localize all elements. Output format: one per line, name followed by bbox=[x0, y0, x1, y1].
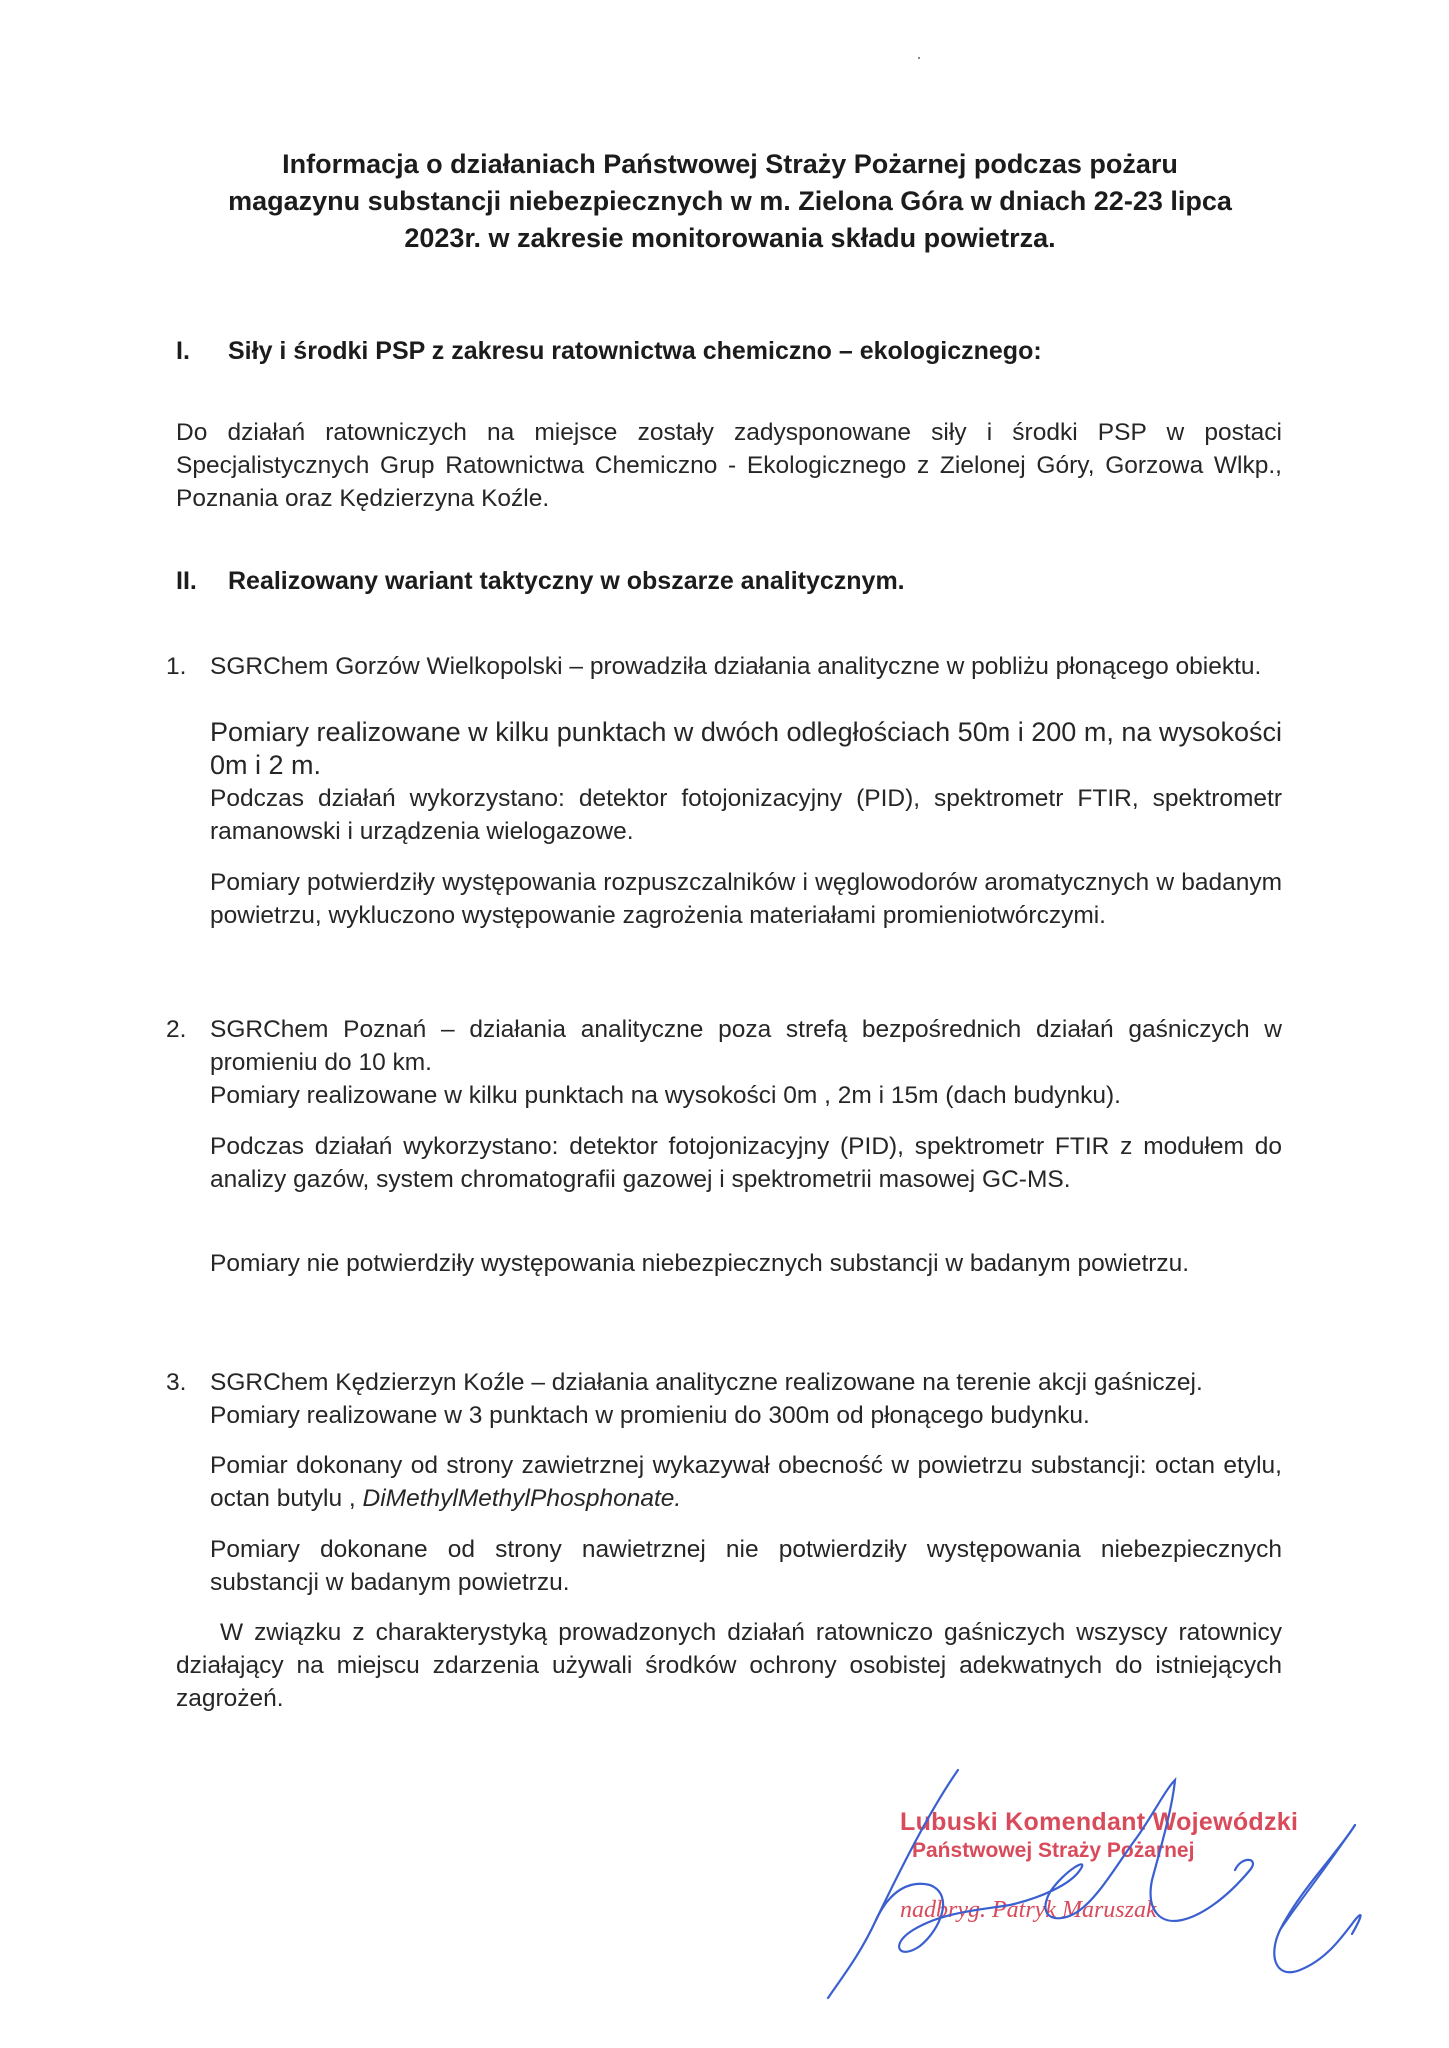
item-2-result: Pomiary nie potwierdziły występowania niebezpiecznych substancji w badanym powietrzu. bbox=[210, 1250, 1190, 1277]
item-1-number: 1. bbox=[166, 653, 187, 680]
section-1-number: I. bbox=[176, 337, 190, 365]
item-3-leeward-text: Pomiar dokonany od strony zawietrznej wykazywał obecność w powietrzu substancji: octan etylu, octan butylu , bbox=[210, 1452, 1282, 1512]
title-line-2: magazynu substancji niebezpiecznych w m. Zielona Góra w dniach 22-23 lipca bbox=[228, 186, 1232, 216]
section-2-title: Realizowany wariant taktyczny w obszarze analitycznym. bbox=[228, 567, 905, 595]
section-2-heading bbox=[176, 567, 905, 596]
item-1-measurements: Pomiary realizowane w kilku punktach w dwóch odległościach 50m i 200 m, na wysokości 0m i 2 m. bbox=[210, 717, 1282, 780]
section-1-paragraph: Do działań ratowniczych na miejsce zostały zadysponowane siły i środki PSP w postaci Specjalistycznych Grup Ratownictwa Chemiczno - Ekologicznego z Zielonej Góry, Gorzowa Wlkp., Poznania oraz Kędzierzyna Koźle. bbox=[176, 419, 1282, 512]
title-line-1: Informacja o działaniach Państwowej Straży Pożarnej podczas pożaru bbox=[282, 149, 1178, 179]
item-2-number: 2. bbox=[166, 1016, 187, 1043]
section-1-title: Siły i środki PSP z zakresu ratownictwa chemiczno – ekologicznego: bbox=[228, 337, 1042, 365]
item-3-number: 3. bbox=[166, 1369, 187, 1396]
item-3-windward: Pomiary dokonane od strony nawietrznej nie potwierdziły występowania niebezpiecznych substancji w badanym powietrzu. bbox=[210, 1536, 1282, 1596]
section-1-heading bbox=[176, 337, 1042, 366]
item-1-intro: SGRChem Gorzów Wielkopolski – prowadziła działania analityczne w pobliżu płonącego obiektu. bbox=[210, 653, 1262, 680]
stamp-line-3: nadbryg. Patryk Maruszak bbox=[900, 1897, 1157, 1923]
item-2-equipment: Podczas działań wykorzystano: detektor fotojonizacyjny (PID), spektrometr FTIR z modułem do analizy gazów, system chromatografii gazowej i spektrometrii masowej GC-MS. bbox=[210, 1133, 1282, 1193]
handwritten-signature bbox=[780, 1720, 1380, 2020]
item-1-result: Pomiary potwierdziły występowania rozpuszczalników i węglowodorów aromatycznych w badanym powietrzu, wykluczono występowanie zagrożenia materiałami promieniotwórczymi. bbox=[210, 869, 1282, 929]
closing-paragraph: W związku z charakterystyką prowadzonych działań ratowniczo gaśniczych wszyscy ratownicy działający na miejscu zdarzenia używali środków ochrony osobistej adekwatnych do istniejących zagrożeń. bbox=[176, 1619, 1282, 1712]
item-3-measurements: Pomiary realizowane w 3 punktach w promieniu do 300m od płonącego budynku. bbox=[210, 1402, 1090, 1429]
section-2-number: II. bbox=[176, 567, 197, 595]
item-3-leeward-italic: DiMethylMethylPhosphonate. bbox=[362, 1485, 682, 1512]
stamp-line-1: Lubuski Komendant Wojewódzki bbox=[900, 1808, 1299, 1836]
item-1-equipment: Podczas działań wykorzystano: detektor fotojonizacyjny (PID), spektrometr FTIR, spektrometr ramanowski i urządzenia wielogazowe. bbox=[210, 785, 1282, 845]
title-line-3: 2023r. w zakresie monitorowania składu powietrza. bbox=[404, 223, 1056, 253]
item-2-intro: SGRChem Poznań – działania analityczne poza strefą bezpośrednich działań gaśniczych w promieniu do 10 km. bbox=[210, 1016, 1282, 1076]
item-3-leeward bbox=[210, 1449, 1282, 1515]
stamp-line-2: Państwowej Straży Pożarnej bbox=[912, 1839, 1195, 1862]
item-3-intro: SGRChem Kędzierzyn Koźle – działania analityczne realizowane na terenie akcji gaśniczej. bbox=[210, 1369, 1203, 1396]
document-title bbox=[150, 146, 1310, 257]
scan-speck bbox=[918, 57, 920, 59]
item-2-measurements: Pomiary realizowane w kilku punktach na wysokości 0m , 2m i 15m (dach budynku). bbox=[210, 1082, 1121, 1109]
